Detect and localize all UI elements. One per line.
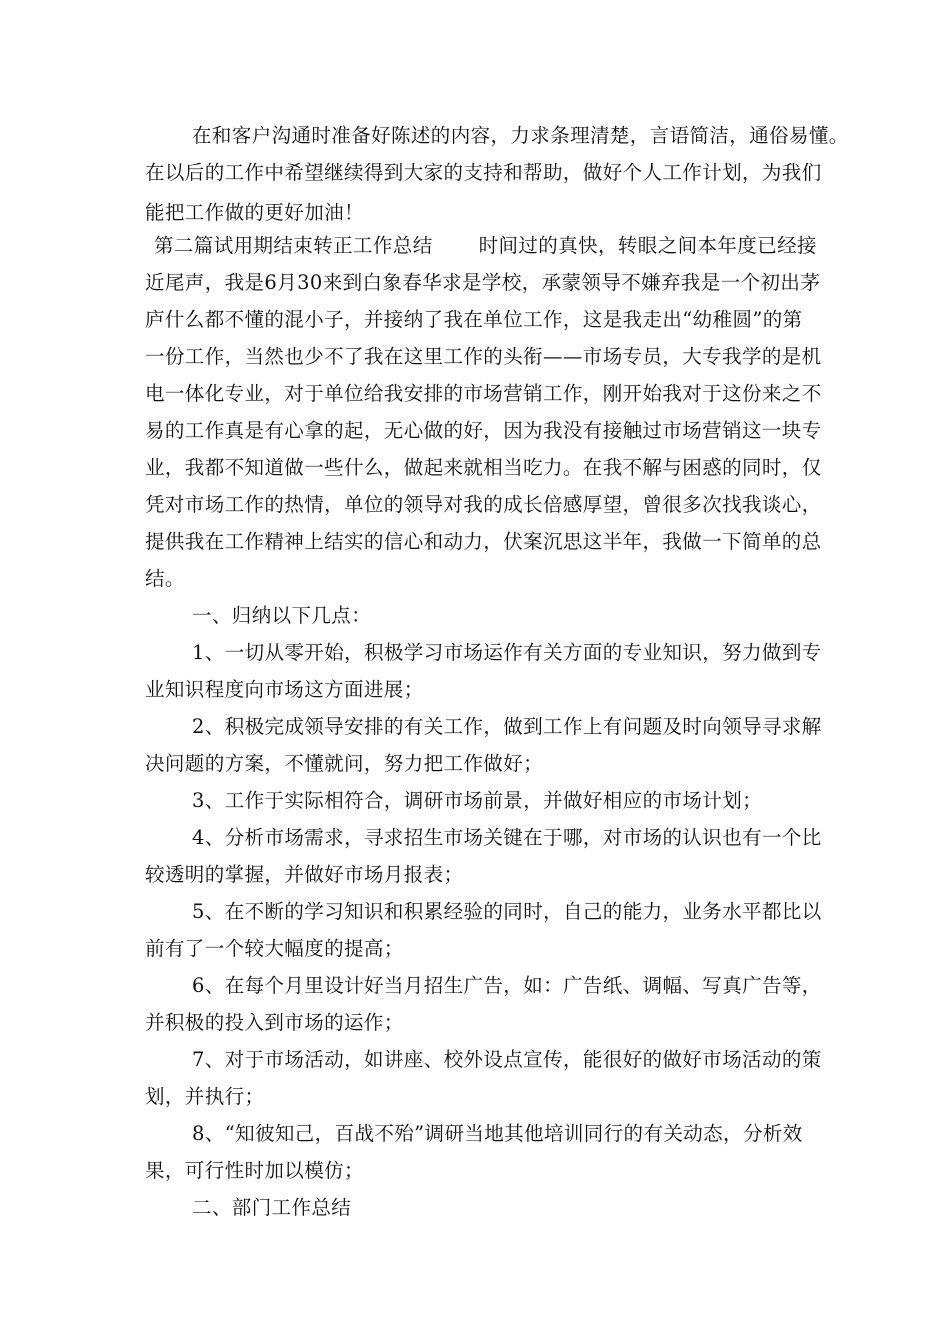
paragraph-line: 近尾声，我是6月30来到白象春华求是学校，承蒙领导不嫌弃我是一个初出茅 [145, 271, 821, 294]
paragraph-line: 业，我都不知道做一些什么，做起来就相当吃力。在我不解与困惑的同时，仅 [145, 456, 822, 479]
paragraph-line: 结。 [145, 567, 185, 590]
section-title: 第二篇试用期结束转正工作总结 [154, 234, 433, 257]
list-item-line: 3、工作于实际相符合，调研市场前景，并做好相应的市场计划； [192, 789, 763, 812]
section-heading: 一、归纳以下几点： [192, 604, 372, 627]
paragraph-line: 易的工作真是有心拿的起，无心做的好，因为我没有接触过市场营销这一块专 [145, 419, 822, 442]
paragraph-line: 在和客户沟通时准备好陈述的内容，力求条理清楚，言语简洁，通俗易懂。 [192, 124, 849, 147]
paragraph-line: 庐什么都不懂的混小子，并接纳了我在单位工作，这是我走出“幼稚圆”的第 [145, 308, 803, 331]
list-item-line: 果，可行性时加以模仿； [145, 1159, 364, 1182]
list-item-line: 1、一切从零开始，积极学习市场运作有关方面的专业知识，努力做到专 [192, 641, 822, 664]
paragraph-line: 电一体化专业，对于单位给我安排的市场营销工作，刚开始我对于这份来之不 [145, 382, 822, 405]
paragraph-line: 提供我在工作精神上结实的信心和动力，伏案沉思这半年，我做一下简单的总 [145, 530, 822, 553]
list-item-line: 并积极的投入到市场的运作； [145, 1011, 404, 1034]
section-title-line [154, 227, 817, 264]
paragraph-line: 一份工作，当然也少不了我在这里工作的头衔——市场专员，大专我学的是机 [145, 345, 822, 368]
list-item-line: 5、在不断的学习知识和积累经验的同时，自己的能力，业务水平都比以 [192, 900, 822, 923]
paragraph-line: 在以后的工作中希望继续得到大家的支持和帮助，做好个人工作计划，为我们 [145, 161, 822, 184]
section-heading: 二、部门工作总结 [192, 1196, 352, 1219]
list-item-line: 前有了一个较大幅度的提高； [145, 937, 404, 960]
list-item-line: 4、分析市场需求，寻求招生市场关键在于哪，对市场的认识也有一个比 [192, 826, 822, 849]
list-item-line: 决问题的方案，不懂就问，努力把工作做好； [145, 752, 544, 775]
list-item-line: 6、在每个月里设计好当月招生广告，如：广告纸、调幅、写真广告等， [192, 974, 822, 997]
list-item-line: 7、对于市场活动，如讲座、校外设点宣传，能很好的做好市场活动的策 [192, 1048, 822, 1071]
list-item-line: 2、积极完成领导安排的有关工作，做到工作上有问题及时向领导寻求解 [192, 715, 822, 738]
list-item-line: 8、“知彼知己，百战不殆”调研当地其他培训同行的有关动态，分析效 [192, 1122, 803, 1145]
list-item-line: 较透明的掌握，并做好市场月报表； [145, 863, 464, 886]
paragraph-line: 能把工作做的更好加油！ [145, 201, 364, 224]
paragraph-line: 凭对市场工作的热情，单位的领导对我的成长倍感厚望，曾很多次找我谈心， [145, 493, 822, 516]
list-item-line: 业知识程度向市场这方面进展； [145, 678, 424, 701]
list-item-line: 划，并执行； [145, 1085, 265, 1108]
paragraph-text: 时间过的真快，转眼之间本年度已经接 [478, 234, 817, 257]
